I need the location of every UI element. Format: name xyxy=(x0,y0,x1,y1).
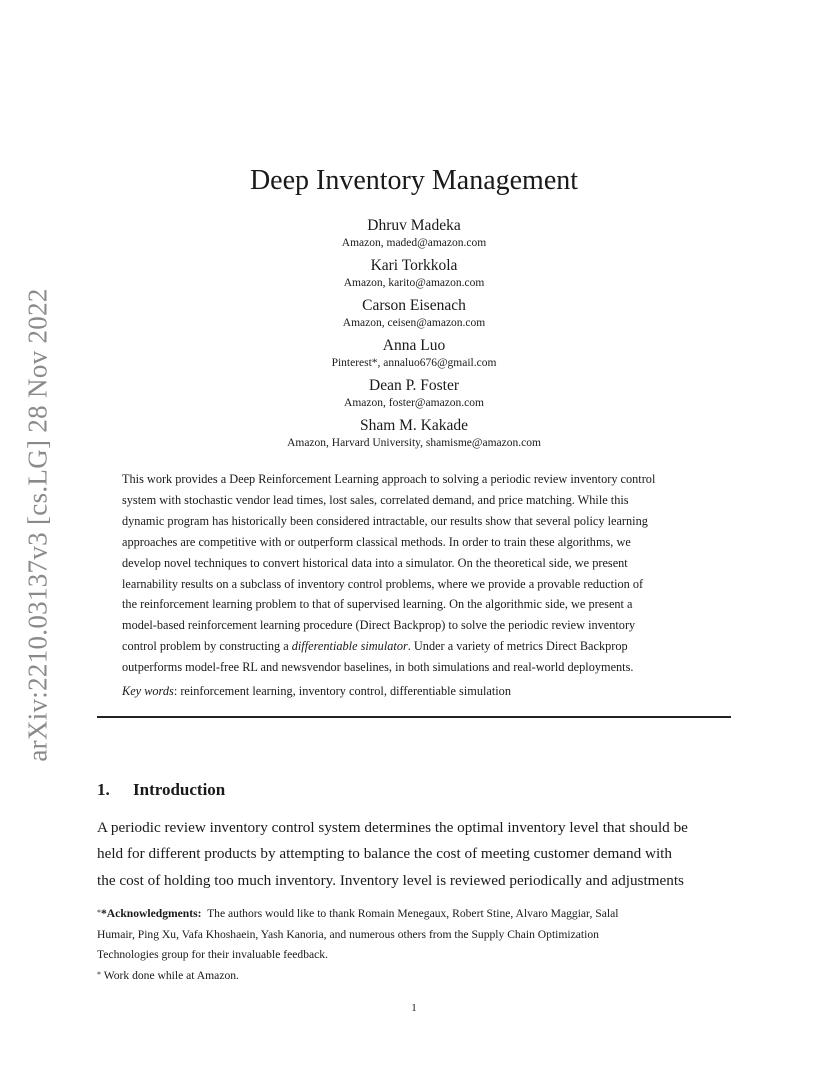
section-title: Introduction xyxy=(133,780,226,799)
acknowledgment-footnote xyxy=(97,904,731,925)
abstract-line: the reinforcement learning problem to that of supervised learning. On the algorithmic side, we present a xyxy=(122,597,633,612)
footnote-marker: * xyxy=(97,908,101,917)
keywords-text: reinforcement learning, inventory control, differentiable simulation xyxy=(180,684,511,698)
abstract-line xyxy=(122,636,708,657)
body-line: held for different products by attempting to balance the cost of meeting customer demand with xyxy=(97,845,672,863)
abstract-emphasis: differentiable simulator xyxy=(291,639,408,654)
author-block xyxy=(0,416,828,451)
author-name: Dean P. Foster xyxy=(369,377,459,394)
body-line: the cost of holding too much inventory. Inventory level is reviewed periodically and adjustments xyxy=(97,871,684,889)
footnote-marker: * xyxy=(97,969,101,979)
author-affiliation: Amazon, karito@amazon.com xyxy=(343,277,485,289)
page-number: 1 xyxy=(411,1002,417,1014)
paper-title: Deep Inventory Management xyxy=(249,165,579,196)
footnote-line: Humair, Ping Xu, Vafa Khoshaein, Yash Kanoria, and numerous others from the Supply Chain Optimization xyxy=(97,927,599,941)
introduction-paragraph xyxy=(97,815,731,894)
abstract-line: approaches are competitive with or outperform classical methods. In order to train these algorithms, we xyxy=(122,534,631,549)
acknowledgments-label: *Acknowledgments: xyxy=(101,907,202,920)
section-number: 1. xyxy=(97,780,110,799)
abstract-line: system with stochastic vendor lead times, lost sales, correlated demand, and price matching. While this xyxy=(122,492,629,507)
author-name: Carson Eisenach xyxy=(362,297,466,314)
footnote-text: Work done while at Amazon. xyxy=(103,968,239,982)
author-block xyxy=(0,216,828,251)
body-line: A periodic review inventory control system determines the optimal inventory level that should be xyxy=(97,819,688,836)
footnote-line: Technologies group for their invaluable feedback. xyxy=(97,948,328,961)
author-name: Sham M. Kakade xyxy=(359,417,469,434)
arxiv-id: arXiv:2210.03137v3 [cs.LG] 28 Nov 2022 xyxy=(22,288,53,762)
author-block xyxy=(0,336,828,371)
abstract-line: model-based reinforcement learning procedure (Direct Backprop) to solve the periodic review inventory xyxy=(122,618,636,633)
abstract-text: control problem by constructing a xyxy=(122,639,292,654)
abstract-line: dynamic program has historically been considered intractable, our results show that several policy learning xyxy=(122,513,648,528)
footnotes xyxy=(97,904,731,986)
abstract xyxy=(122,469,708,678)
section-heading xyxy=(97,780,225,800)
author-name: Kari Torkkola xyxy=(370,257,458,274)
footnote-text: The authors would like to thank Romain Menegaux, Robert Stine, Alvaro Maggiar, Salal xyxy=(207,907,619,920)
author-name: Anna Luo xyxy=(382,337,446,354)
author-affiliation: Amazon, maded@amazon.com xyxy=(341,237,487,249)
keywords-separator: : xyxy=(173,684,181,698)
abstract-line: develop novel techniques to convert historical data into a simulator. On the theoretical side, we present xyxy=(122,555,628,570)
author-affiliation: Pinterest*, annaluo676@gmail.com xyxy=(331,357,497,369)
author-affiliation: Amazon, Harvard University, shamisme@amazon.com xyxy=(287,437,541,449)
abstract-line: outperforms model-free RL and newsvendor baselines, in both simulations and real-world deployments. xyxy=(122,660,634,675)
author-affiliation: Amazon, foster@amazon.com xyxy=(344,397,484,409)
author-block xyxy=(0,376,828,411)
work-footnote xyxy=(97,966,731,987)
abstract-text: . Under a variety of metrics Direct Backprop xyxy=(407,639,628,654)
abstract-line: learnability results on a subclass of inventory control problems, where we provide a provable reduction of xyxy=(122,576,644,591)
abstract-line: This work provides a Deep Reinforcement Learning approach to solving a periodic review inventory control xyxy=(122,472,656,486)
author-block xyxy=(0,256,828,291)
author-name: Dhruv Madeka xyxy=(367,217,461,234)
keywords-label: Key words xyxy=(122,684,174,698)
author-affiliation: Amazon, ceisen@amazon.com xyxy=(342,317,486,329)
author-block xyxy=(0,296,828,331)
section-divider xyxy=(97,716,731,718)
keywords xyxy=(122,684,511,699)
